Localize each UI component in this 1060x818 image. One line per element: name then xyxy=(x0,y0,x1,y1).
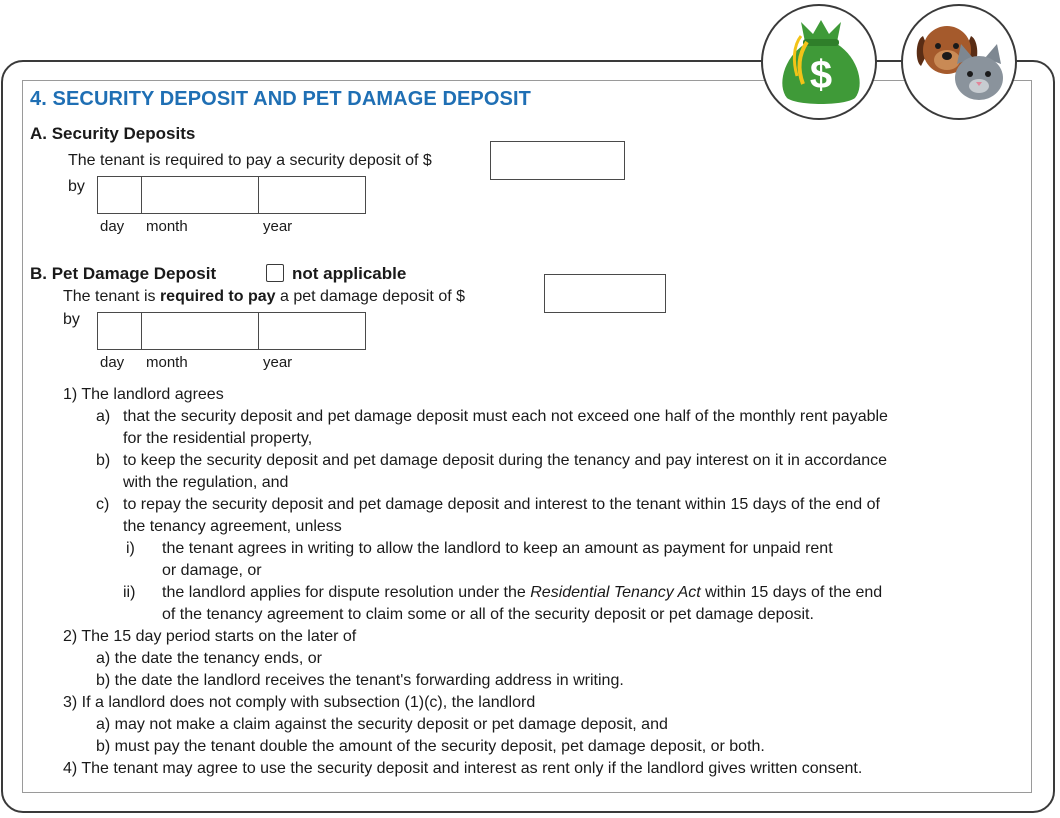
pets-badge xyxy=(901,4,1017,120)
clause-2: 2) The 15 day period starts on the later of xyxy=(63,628,357,645)
section-title: 4. SECURITY DEPOSIT AND PET DAMAGE DEPOSIT xyxy=(30,88,531,110)
security-year-label: year xyxy=(263,218,293,235)
clause-3: 3) If a landlord does not comply with subsection (1)(c), the landlord xyxy=(63,694,536,711)
security-deposit-sentence: The tenant is required to pay a security deposit of $ xyxy=(68,152,432,169)
clause-1b-line1: to keep the security deposit and pet damage deposit during the tenancy and pay interest on it in accordance xyxy=(123,452,888,469)
not-applicable-checkbox[interactable] xyxy=(266,264,284,282)
clause-3b: b) must pay the tenant double the amount of the security deposit, pet damage deposit, or both. xyxy=(96,738,765,755)
pet-month-label: month xyxy=(146,354,188,371)
clause-2b: b) the date the landlord receives the tenant's forwarding address in writing. xyxy=(96,672,624,689)
clause-1c-i-marker: i) xyxy=(126,540,135,557)
clause-1c-line2: the tenancy agreement, unless xyxy=(123,518,342,535)
pet-day-field[interactable] xyxy=(97,312,142,350)
money-bag-icon xyxy=(763,6,879,122)
clause-1c-ii-line1 xyxy=(162,583,882,603)
security-month-field[interactable] xyxy=(141,176,259,214)
pet-year-label: year xyxy=(263,354,293,371)
pet-by-label: by xyxy=(63,311,80,328)
security-day-label: day xyxy=(100,218,125,235)
security-by-label: by xyxy=(68,178,85,195)
clause-1c-ii-marker: ii) xyxy=(123,584,136,601)
clause-1c-marker: c) xyxy=(96,496,110,513)
security-day-field[interactable] xyxy=(97,176,142,214)
money-bag-badge xyxy=(761,4,877,120)
clause-1a-line2: for the residential property, xyxy=(123,430,313,447)
clause-1c-i-line1: the tenant agrees in writing to allow the landlord to keep an amount as payment for unpaid rent xyxy=(162,540,833,557)
pet-month-field[interactable] xyxy=(141,312,259,350)
svg-text:$: $ xyxy=(809,53,833,97)
pet-deposit-sentence xyxy=(63,287,465,307)
clause-1: 1) The landlord agrees xyxy=(63,386,224,403)
clause-2a: a) the date the tenancy ends, or xyxy=(96,650,322,667)
pet-sentence-bold: required to pay xyxy=(159,288,276,305)
security-month-label: month xyxy=(146,218,188,235)
pet-year-field[interactable] xyxy=(258,312,366,350)
act-name: Residential Tenancy Act xyxy=(530,584,701,601)
pet-sentence-part1: The tenant is xyxy=(63,288,156,305)
clause-1a-line1: that the security deposit and pet damage deposit must each not exceed one half of the monthly rent payable xyxy=(123,408,888,425)
pet-deposit-heading: B. Pet Damage Deposit xyxy=(30,264,217,283)
clause-3a: a) may not make a claim against the security deposit or pet damage deposit, and xyxy=(96,716,668,733)
dog-cat-icon xyxy=(903,6,1019,122)
security-year-field[interactable] xyxy=(258,176,366,214)
clause-1c-ii-text-a: the landlord applies for dispute resolution under the xyxy=(162,584,526,601)
pet-deposit-amount-field[interactable] xyxy=(544,274,666,313)
security-deposit-amount-field[interactable] xyxy=(490,141,625,180)
clause-1c-ii-line2: of the tenancy agreement to claim some or all of the security deposit or pet damage deposit. xyxy=(162,606,814,623)
clause-1c-i-line2: or damage, or xyxy=(162,562,262,579)
clause-4: 4) The tenant may agree to use the security deposit and interest as rent only if the landlord gives written consent. xyxy=(63,760,863,777)
clause-1c-ii-text-b: within 15 days of the end xyxy=(705,584,883,601)
clause-1b-marker: b) xyxy=(96,452,111,469)
pet-day-label: day xyxy=(100,354,125,371)
clause-1a-marker: a) xyxy=(96,408,111,425)
not-applicable-label: not applicable xyxy=(292,264,407,283)
clause-1b-line2: with the regulation, and xyxy=(123,474,289,491)
security-deposit-heading: A. Security Deposits xyxy=(30,124,196,143)
pet-sentence-part2: a pet damage deposit of $ xyxy=(279,288,466,305)
clause-1c-line1: to repay the security deposit and pet damage deposit and interest to the tenant within 15 days of the end of xyxy=(123,496,880,513)
